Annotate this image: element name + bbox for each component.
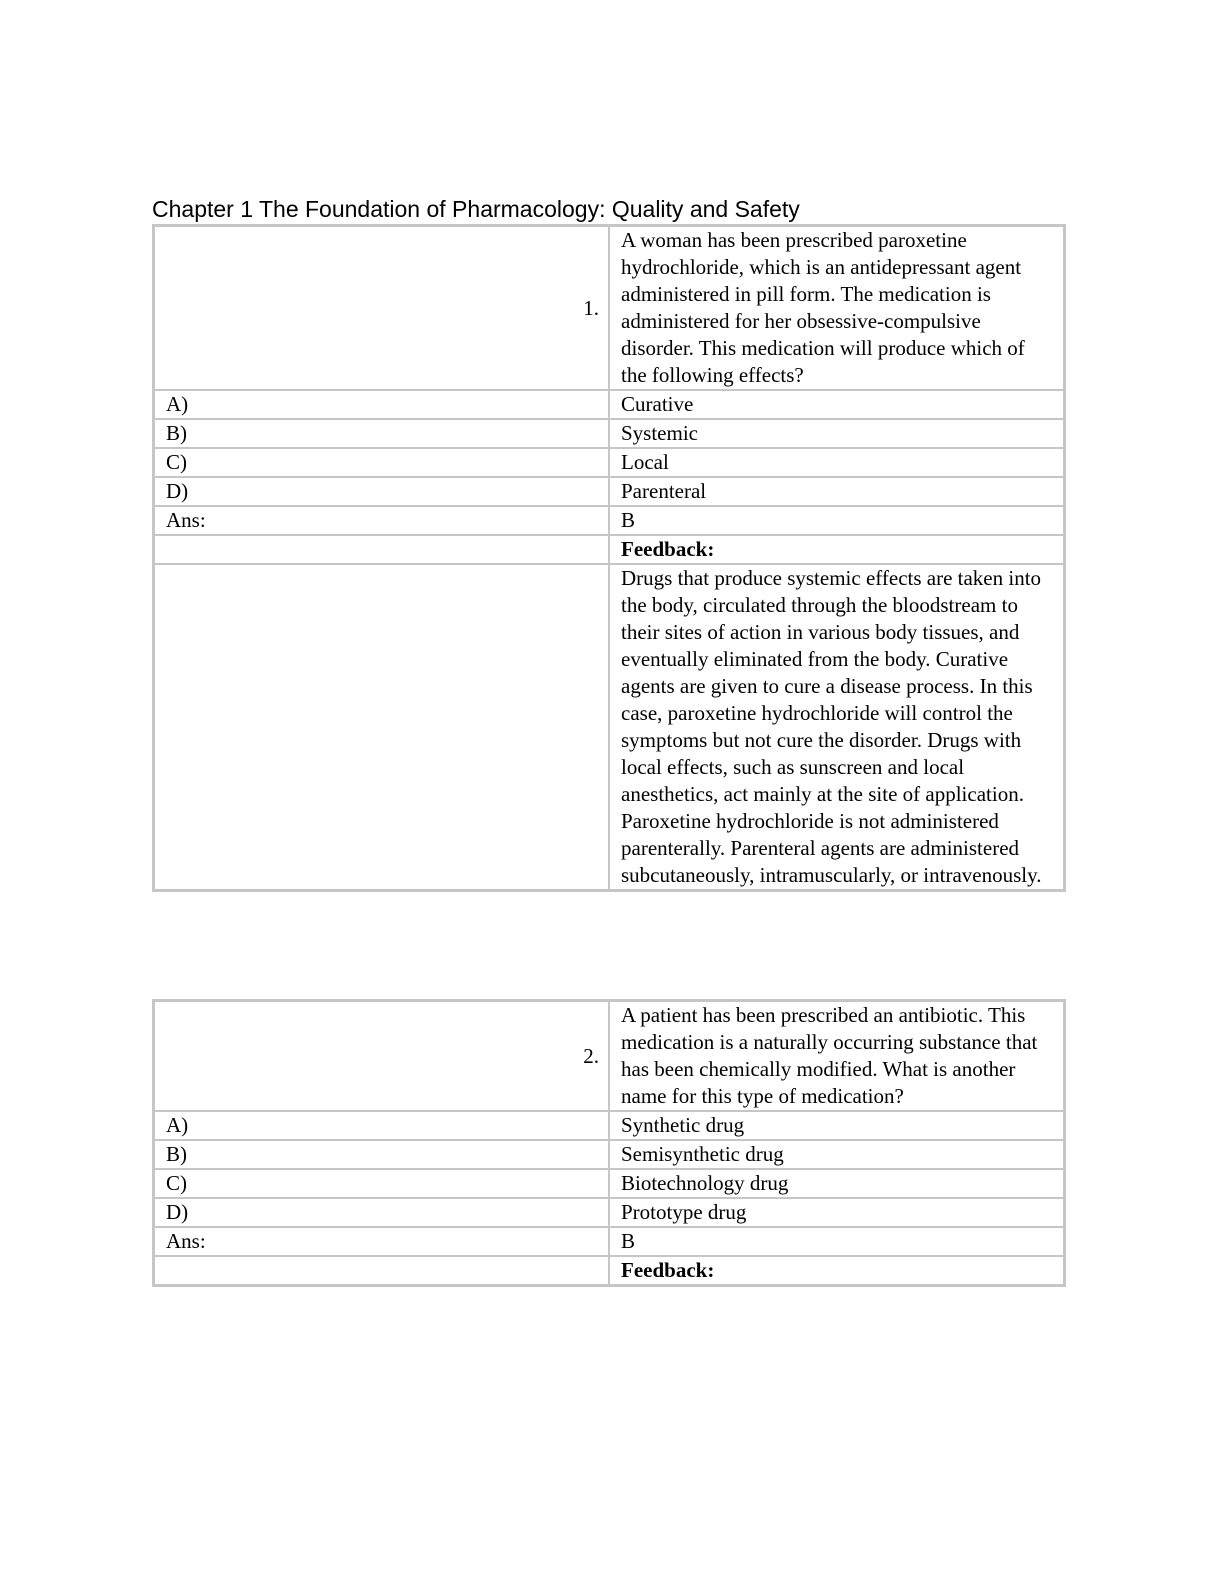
option-text: Curative bbox=[609, 390, 1064, 419]
question-text: A woman has been prescribed paroxetine hydrochloride, which is an antidepressant agent administered in pill form. The medication is administered for her obsessive-compulsive disorder. This medication will produce which of the following effects? bbox=[609, 226, 1064, 390]
option-label: C) bbox=[154, 448, 609, 477]
option-row bbox=[154, 1198, 1064, 1227]
option-label: A) bbox=[154, 1111, 609, 1140]
option-row bbox=[154, 1111, 1064, 1140]
feedback-row bbox=[154, 564, 1064, 890]
question-text: A patient has been prescribed an antibiotic. This medication is a naturally occurring substance that has been chemically modified. What is another name for this type of medication? bbox=[609, 1001, 1064, 1111]
option-label: D) bbox=[154, 477, 609, 506]
option-row bbox=[154, 448, 1064, 477]
option-row bbox=[154, 1140, 1064, 1169]
option-text: Prototype drug bbox=[609, 1198, 1064, 1227]
page-title: Chapter 1 The Foundation of Pharmacology: Quality and Safety bbox=[152, 196, 800, 222]
feedback-text: Drugs that produce systemic effects are taken into the body, circulated through the bloodstream to their sites of action in various body tissues, and eventually eliminated from the body. Curative agents are given to cure a disease process. In this case, paroxetine hydrochloride will control the symptoms but not cure the disorder. Drugs with local effects, such as sunscreen and local anesthetics, act mainly at the site of application. Paroxetine hydrochloride is not administered parenterally. Parenteral agents are administered subcutaneously, intramuscularly, or intravenously. bbox=[609, 564, 1064, 890]
feedback-label: Feedback: bbox=[609, 1256, 1064, 1285]
question-row bbox=[154, 1001, 1064, 1111]
question-table-1 bbox=[152, 224, 1066, 892]
answer-row bbox=[154, 1227, 1064, 1256]
feedback-label-row bbox=[154, 535, 1064, 564]
empty-cell bbox=[154, 1256, 609, 1285]
option-text: Systemic bbox=[609, 419, 1064, 448]
option-row bbox=[154, 1169, 1064, 1198]
answer-value: B bbox=[609, 1227, 1064, 1256]
option-text: Semisynthetic drug bbox=[609, 1140, 1064, 1169]
option-label: A) bbox=[154, 390, 609, 419]
question-number: 1. bbox=[154, 226, 609, 390]
option-text: Biotechnology drug bbox=[609, 1169, 1064, 1198]
option-row bbox=[154, 419, 1064, 448]
answer-row bbox=[154, 506, 1064, 535]
option-row bbox=[154, 390, 1064, 419]
feedback-label-row bbox=[154, 1256, 1064, 1285]
empty-cell bbox=[154, 564, 609, 890]
question-row bbox=[154, 226, 1064, 390]
feedback-label: Feedback: bbox=[609, 535, 1064, 564]
option-text: Parenteral bbox=[609, 477, 1064, 506]
option-row bbox=[154, 477, 1064, 506]
option-label: C) bbox=[154, 1169, 609, 1198]
answer-label: Ans: bbox=[154, 506, 609, 535]
answer-value: B bbox=[609, 506, 1064, 535]
empty-cell bbox=[154, 535, 609, 564]
option-text: Local bbox=[609, 448, 1064, 477]
answer-label: Ans: bbox=[154, 1227, 609, 1256]
option-label: B) bbox=[154, 1140, 609, 1169]
option-text: Synthetic drug bbox=[609, 1111, 1064, 1140]
question-table-2 bbox=[152, 999, 1066, 1287]
option-label: D) bbox=[154, 1198, 609, 1227]
question-number: 2. bbox=[154, 1001, 609, 1111]
option-label: B) bbox=[154, 419, 609, 448]
